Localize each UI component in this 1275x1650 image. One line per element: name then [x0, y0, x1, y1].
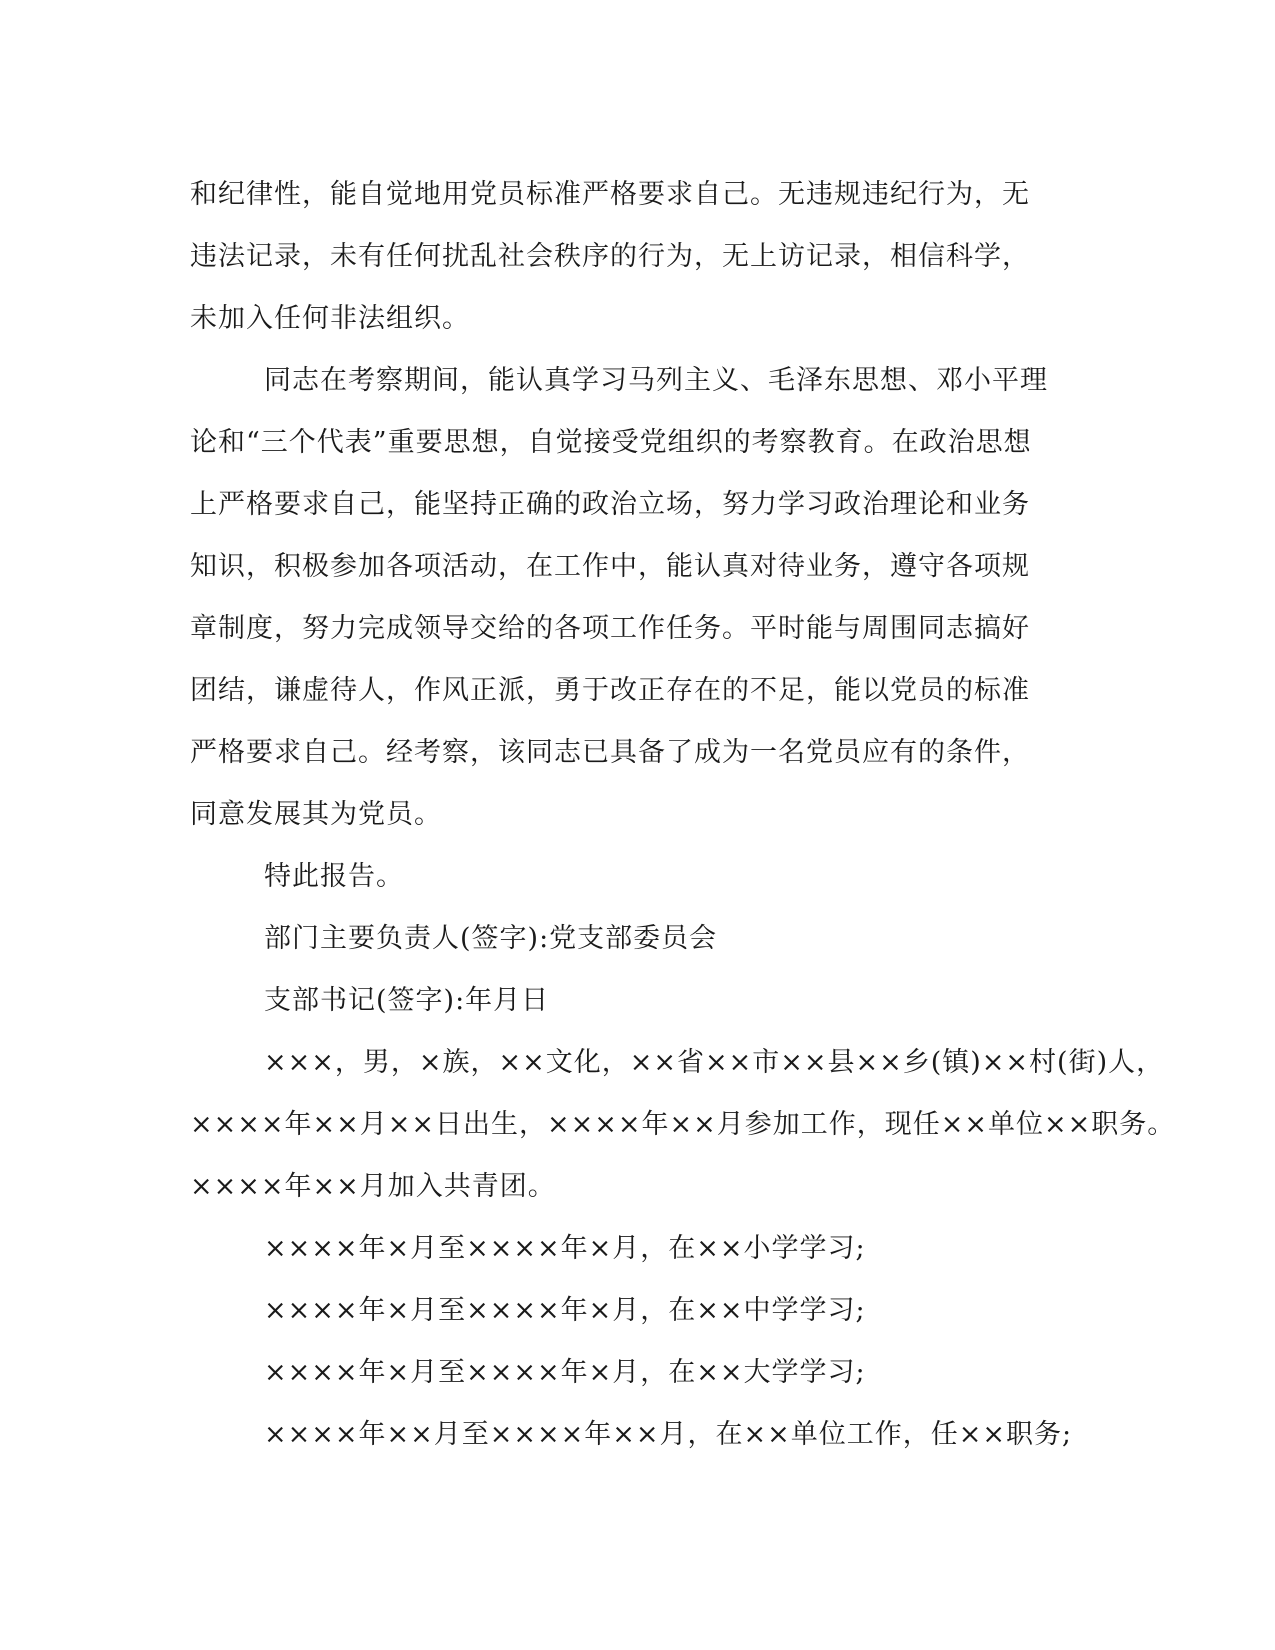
- resume-item-primary-school: ××××年×月至××××年×月，在××小学学习;: [264, 1233, 866, 1264]
- text-line-8: 章制度，努力完成领导交给的各项工作任务。平时能与周围同志搞好: [190, 613, 1030, 644]
- text-line-4: 同志在考察期间，能认真学习马列主义、毛泽东思想、邓小平理: [264, 365, 1048, 396]
- resume-item-middle-school: ××××年×月至××××年×月，在××中学学习;: [264, 1295, 866, 1326]
- text-line-1: 和纪律性，能自觉地用党员标准严格要求自己。无违规违纪行为，无: [190, 179, 1030, 210]
- text-line-2: 违法记录，未有任何扰乱社会秩序的行为，无上访记录，相信科学，: [190, 241, 1030, 272]
- document-body: [190, 164, 1176, 1466]
- resume-item-university: ××××年×月至××××年×月，在××大学学习;: [264, 1357, 866, 1388]
- bio-line-2: ××××年××月××日出生，××××年××月参加工作，现任××单位××职务。: [190, 1109, 1176, 1140]
- text-line-5: 论和“三个代表”重要思想，自觉接受党组织的考察教育。在政治思想: [190, 427, 1032, 458]
- bio-line-1: ×××，男，×族，××文化，××省××市××县××乡(镇)××村(街)人，: [264, 1047, 1165, 1078]
- bio-line-3: ××××年××月加入共青团。: [190, 1171, 556, 1202]
- resume-item-work: ××××年××月至××××年××月，在××单位工作，任××职务;: [264, 1419, 1073, 1450]
- text-line-10: 严格要求自己。经考察，该同志已具备了成为一名党员应有的条件，: [190, 737, 1030, 768]
- text-line-3: 未加入任何非法组织。: [190, 303, 470, 334]
- secretary-signature-line: 支部书记(签字):年月日: [264, 985, 550, 1016]
- text-line-11: 同意发展其为党员。: [190, 799, 442, 830]
- department-signature-line: 部门主要负责人(签字):党支部委员会: [264, 923, 718, 954]
- closing-line: 特此报告。: [264, 861, 404, 892]
- text-line-9: 团结，谦虚待人，作风正派，勇于改正存在的不足，能以党员的标准: [190, 675, 1030, 706]
- text-line-6: 上严格要求自己，能坚持正确的政治立场，努力学习政治理论和业务: [190, 489, 1030, 520]
- text-line-7: 知识，积极参加各项活动，在工作中，能认真对待业务，遵守各项规: [190, 551, 1030, 582]
